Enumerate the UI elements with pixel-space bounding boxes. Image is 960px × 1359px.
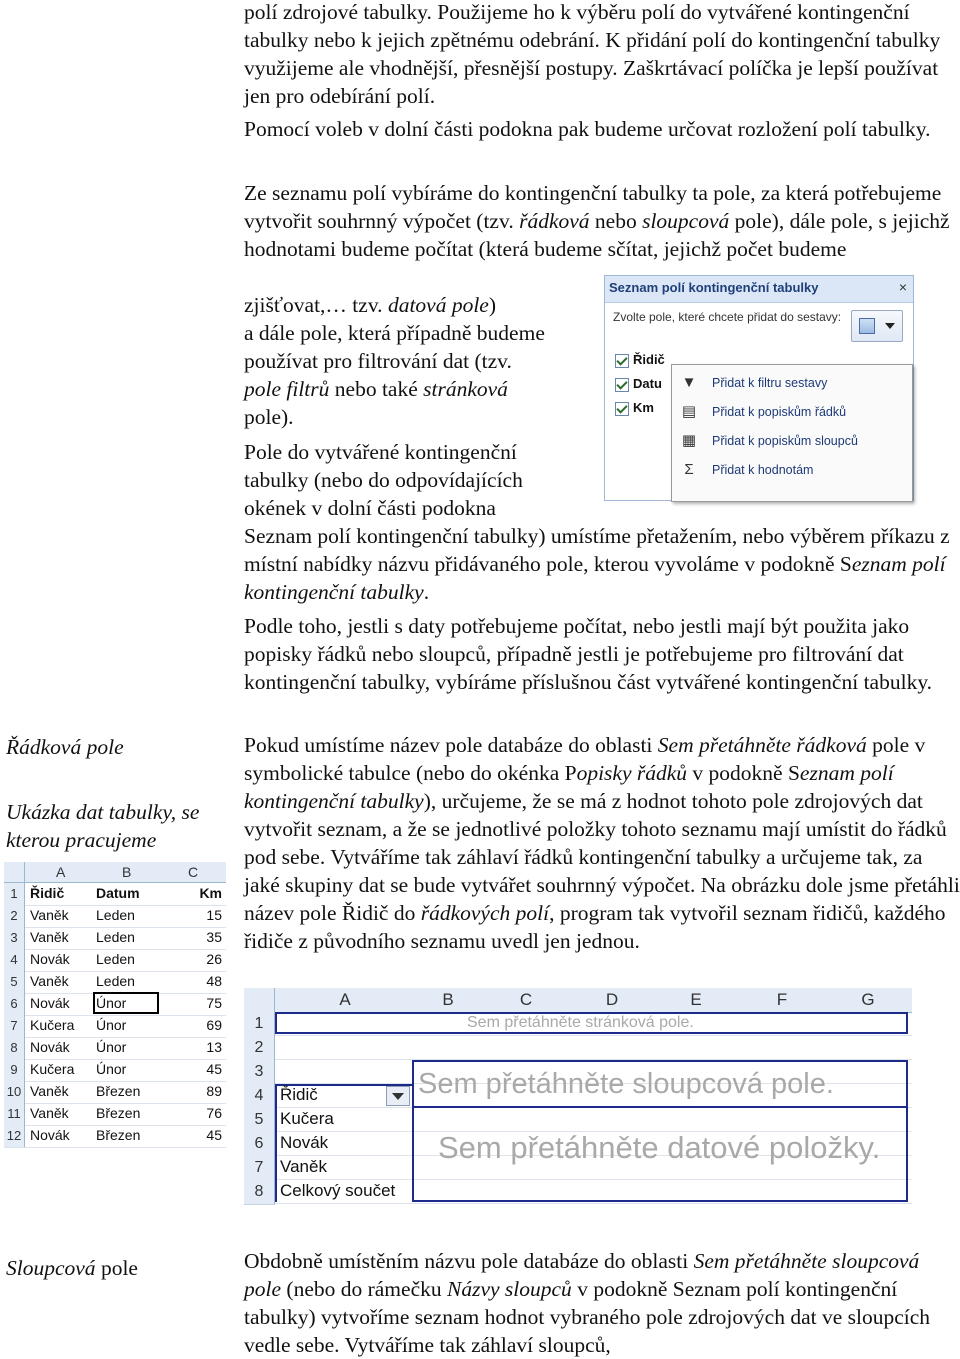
table-row [4,1059,226,1082]
field-item[interactable]: Datu [615,376,662,398]
field-list-header [605,276,913,303]
row-number[interactable]: 9 [4,1059,25,1081]
cell[interactable]: Únor [96,1061,127,1077]
table-row [4,1125,226,1148]
cell[interactable]: Únor [96,1039,127,1055]
field-item[interactable]: Řidič [615,352,665,374]
column-header[interactable]: A [339,990,351,1009]
table-row [4,1103,226,1126]
table-row [4,905,226,928]
row-number[interactable]: 3 [244,1060,275,1085]
column-header[interactable]: F [776,990,788,1009]
cell[interactable]: 26 [206,951,222,967]
column-fields-drop-zone[interactable] [412,1060,908,1108]
grid-line [275,1035,912,1036]
cell[interactable]: Novák [30,1127,70,1143]
cell[interactable]: Vaněk [30,1083,69,1099]
grid-line [275,1203,912,1204]
column-header-row [244,988,912,1013]
cell[interactable]: 75 [206,995,222,1011]
cell[interactable]: 45 [206,1061,222,1077]
column-header[interactable]: C [188,864,199,880]
data-drop-label: Sem přetáhněte datové položky. [438,1130,881,1165]
rows-icon: ▤ [681,403,697,420]
cell[interactable]: Únor [96,995,127,1011]
select-all-corner[interactable] [244,988,275,1012]
column-header[interactable]: D [605,990,619,1009]
row-item[interactable]: Celkový součet [280,1181,396,1200]
cell[interactable]: Vaněk [30,907,69,923]
checkbox-checked[interactable] [615,378,629,392]
row-number[interactable]: 10 [4,1081,25,1103]
cell[interactable]: Březen [96,1105,141,1121]
chevron-down-icon [392,1093,404,1100]
cell[interactable]: Březen [96,1127,141,1143]
cell[interactable]: 69 [206,1017,222,1033]
cell[interactable]: Vaněk [30,973,69,989]
cell[interactable]: Leden [96,951,135,967]
row-number[interactable]: 1 [4,883,25,905]
row-number[interactable]: 2 [4,905,25,927]
row-number[interactable]: 11 [4,1103,25,1125]
data-items-drop-zone[interactable] [412,1106,908,1202]
field-list-prompt: Zvolte pole, které chcete přidat do sestavy: [613,310,842,324]
row-number[interactable]: 6 [244,1132,275,1157]
checkbox-checked[interactable] [615,354,629,368]
table-row [4,927,226,950]
column-header[interactable]: E [690,990,702,1009]
column-header[interactable]: C [519,990,533,1009]
table-row [4,1015,226,1038]
cell[interactable]: 45 [206,1127,222,1143]
table-row [4,883,226,906]
sidebar-caption-sample: Ukázka dat tabulky, se kterou pracujeme [6,800,200,852]
menu-item-add-to-columns[interactable]: ▦ Přidat k popiskům sloupců [681,432,858,449]
cell[interactable]: 35 [206,929,222,945]
menu-item-add-to-values[interactable]: Σ Přidat k hodnotám [672,456,912,485]
field-list-panel [604,275,914,501]
paragraph-intro: polí zdrojové tabulky. Použijeme ho k výběru polí do vytvářené kontingenční tabulky nebo k jejich zpětnému odebrání. K přidání polí do kontingenční tabulky využijeme ale vhodnější, přesnější postupy. Zaškrtávací políčka je lepší používat jen pro odebírání polí. [244,0,941,108]
selected-cell-outline [93,992,159,1014]
menu-item-add-to-filter[interactable]: ▼ Přidat k filtru sestavy [681,374,828,391]
paragraph-layout: Pomocí voleb v dolní části podokna pak budeme určovat rozložení polí tabulky. [244,117,931,141]
cell[interactable]: Leden [96,907,135,923]
paragraph-field-selection-cont: zjišťovat,… tzv. datová pole) a dále pole, která případně budeme používat pro filtrování dat (tzv. pole filtrů nebo také stránková pole). [244,293,545,429]
chevron-down-icon [885,323,895,329]
row-item[interactable]: Řidič [280,1085,318,1104]
field-item[interactable]: Km [615,400,654,422]
table-row [4,949,226,972]
row-number[interactable]: 3 [4,927,25,949]
table-row [4,1037,226,1060]
row-number[interactable]: 5 [244,1108,275,1133]
cell[interactable]: Vaněk [30,929,69,945]
page-drop-label: Sem přetáhněte stránková pole. [467,1014,694,1031]
cell[interactable]: 13 [206,1039,222,1055]
context-menu [671,364,913,502]
page-fields-drop-zone[interactable] [275,1012,908,1034]
cell[interactable]: Vaněk [30,1105,69,1121]
cell[interactable]: Kučera [30,1017,75,1033]
cell[interactable]: Únor [96,1017,127,1033]
paragraph-row-fields: Pokud umístíme název pole databáze do oblasti Sem přetáhněte řádková pole v symbolické tabulce (nebo do okénka Popisky řádků v podokně Seznam polí kontingenční tabulky), určujeme, že se má z hodnot tohoto pole zdrojových dat vytvořit seznam, a že se jednotlivé položky tohoto seznamu mají umístit do řádků pod sebe. Vytváříme tak záhlaví řádků kontingenční tabulky a určujeme tak, za jaké skupiny dat se bude vytvářet souhrnný výpočet. Na obrázku dole jsme přetáhli název pole Řidič do řádkových polí, program tak vytvořil seznam řidičů, každého řidiče z původního seznamu uvedl jen jednou. [244,733,960,953]
sample-data-sheet [4,862,226,1143]
table-row [4,971,226,994]
table-row [4,1081,226,1104]
paragraph-drag-fields-cont: Seznam polí kontingenční tabulky) umístíme přetažením, nebo výběrem příkazu z místní nabídky názvu přidávaného pole, kterou vyvoláme v podokně Seznam polí kontingenční tabulky. [244,524,950,604]
filter-icon: ▼ [681,374,697,391]
close-icon[interactable]: × [898,279,907,295]
paragraph-column-fields: Obdobně umístěním názvu pole databáze do oblasti Sem přetáhněte sloupcová pole (nebo do rámečku Názvy sloupců v podokně Seznam polí kontingenční tabulky) vytvoříme seznam hodnot vybraného pole zdrojových dat ve sloupcích vedle sebe. Vytváříme tak záhlaví sloupců, [244,1249,931,1357]
cell[interactable]: 15 [206,907,222,923]
row-number[interactable]: 4 [4,949,25,971]
row-number[interactable]: 2 [244,1036,275,1061]
field-list-title: Seznam polí kontingenční tabulky [609,280,819,295]
cell[interactable]: Řidič [30,885,65,901]
row-item[interactable]: Kučera [280,1109,334,1128]
column-header[interactable]: A [56,864,66,880]
sidebar-heading-row-fields: Řádková pole [6,735,124,759]
cell[interactable]: Kučera [30,1061,75,1077]
layout-dropdown-button[interactable] [851,310,903,342]
checkbox-checked[interactable] [615,402,629,416]
cell[interactable]: Leden [96,973,135,989]
paragraph-purpose: Podle toho, jestli s daty potřebujeme počítat, nebo jestli mají být použita jako popisky řádků nebo sloupců, případně jestli je potřebujeme pro filtrování dat kontingenční tabulky, vybíráme příslušnou část vytvářené kontingenční tabulky. [244,614,933,694]
cell[interactable]: 89 [206,1083,222,1099]
column-header-row [4,862,226,883]
row-item[interactable]: Vaněk [280,1157,327,1176]
cell[interactable]: 76 [206,1105,222,1121]
column-drop-label: Sem přetáhněte sloupcová pole. [418,1068,834,1100]
paragraph-field-selection: Ze seznamu polí vybíráme do kontingenční tabulky ta pole, za která potřebujeme vytvořit souhrnný výpočet (tzv. řádková nebo sloupcová pole), dále pole, s jejichž hodnotami budeme počítat (která budeme sčítat, jejichž počet budeme [244,181,950,261]
cell[interactable]: Leden [96,929,135,945]
cell[interactable]: Novák [30,951,70,967]
layout-icon [859,318,875,334]
column-header[interactable]: B [442,990,454,1009]
select-all-corner[interactable] [4,862,25,882]
row-number[interactable]: 8 [244,1180,275,1205]
cell[interactable]: Březen [96,1083,141,1099]
sidebar-heading-column-fields: Sloupcová pole [6,1256,138,1280]
row-number[interactable]: 1 [244,1012,275,1037]
dropdown-button[interactable] [386,1086,410,1106]
row-number[interactable]: 8 [4,1037,25,1059]
row-number[interactable]: 7 [244,1156,275,1181]
row-number[interactable]: 7 [4,1015,25,1037]
row-number[interactable]: 5 [4,971,25,993]
cell[interactable]: Km [199,885,222,901]
row-number[interactable]: 4 [244,1084,275,1109]
menu-item-add-to-rows[interactable]: ▤ Přidat k popiskům řádků [681,403,847,420]
columns-icon: ▦ [681,432,697,449]
pivot-table-sheet [244,988,912,1202]
cell[interactable]: 48 [206,973,222,989]
row-number[interactable]: 6 [4,993,25,1015]
column-header[interactable]: G [861,990,875,1009]
cell[interactable]: Novák [30,1039,70,1055]
paragraph-drag-fields: Pole do vytvářené kontingenční tabulky (nebo do odpovídajících okének v dolní části podokna [244,440,523,520]
cell[interactable]: Novák [30,995,70,1011]
sigma-icon: Σ [684,461,694,478]
row-item[interactable]: Novák [280,1133,329,1152]
column-header[interactable]: B [122,864,132,880]
cell[interactable]: Datum [96,885,140,901]
row-number[interactable]: 12 [4,1125,25,1147]
